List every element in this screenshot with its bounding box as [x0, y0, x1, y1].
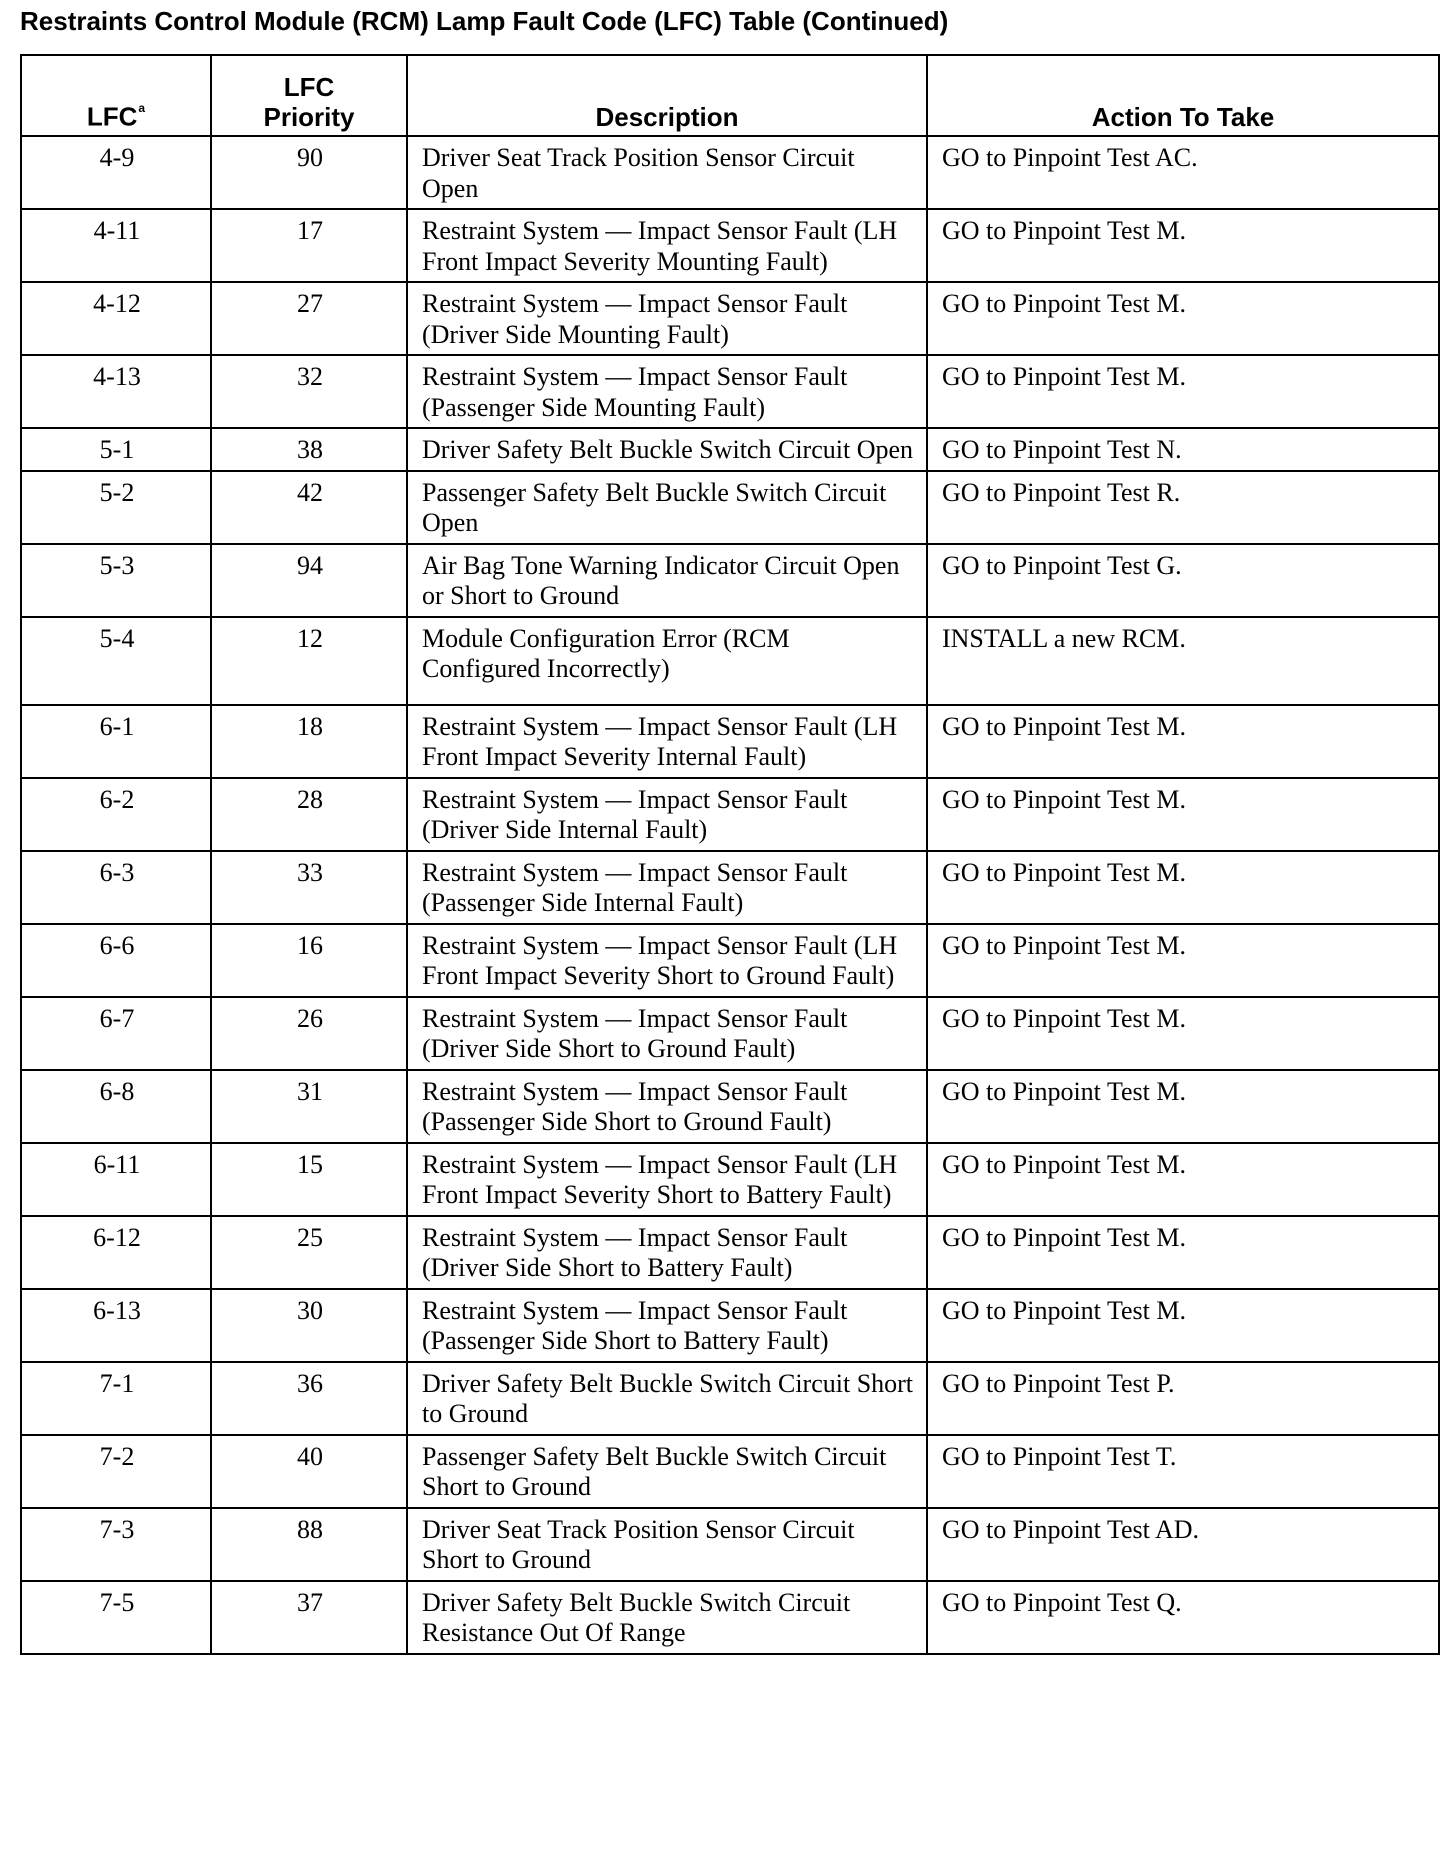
- cell-lfc: 6-13: [21, 1289, 211, 1362]
- cell-lfc: 5-1: [21, 428, 211, 471]
- cell-action: GO to Pinpoint Test M.: [927, 705, 1439, 778]
- cell-action: GO to Pinpoint Test M.: [927, 1216, 1439, 1289]
- table-row: [21, 851, 1439, 924]
- cell-priority: 28: [211, 778, 407, 851]
- cell-priority: 15: [211, 1143, 407, 1216]
- cell-description: Restraint System — Impact Sensor Fault (Driver Side Mounting Fault): [407, 282, 927, 355]
- cell-priority: 94: [211, 544, 407, 617]
- cell-lfc: 6-12: [21, 1216, 211, 1289]
- table-body: [21, 136, 1439, 1654]
- table-row: [21, 1362, 1439, 1435]
- cell-priority: 38: [211, 428, 407, 471]
- lfc-table: [20, 54, 1440, 1655]
- header-lfc: [21, 55, 211, 136]
- header-priority: [211, 55, 407, 136]
- cell-priority: 36: [211, 1362, 407, 1435]
- table-header: [21, 55, 1439, 136]
- cell-description: Restraint System — Impact Sensor Fault (Passenger Side Short to Ground Fault): [407, 1070, 927, 1143]
- cell-priority: 31: [211, 1070, 407, 1143]
- header-lfc-label: LFC: [86, 102, 138, 132]
- cell-description: Restraint System — Impact Sensor Fault (Passenger Side Short to Battery Fault): [407, 1289, 927, 1362]
- cell-description: Driver Seat Track Position Sensor Circuit Short to Ground: [407, 1508, 927, 1581]
- cell-lfc: 7-5: [21, 1581, 211, 1654]
- table-row: [21, 705, 1439, 778]
- cell-action: GO to Pinpoint Test P.: [927, 1362, 1439, 1435]
- cell-description: Restraint System — Impact Sensor Fault (LH Front Impact Severity Internal Fault): [407, 705, 927, 778]
- cell-description: Passenger Safety Belt Buckle Switch Circuit Short to Ground: [407, 1435, 927, 1508]
- cell-action: GO to Pinpoint Test M.: [927, 924, 1439, 997]
- cell-description: Air Bag Tone Warning Indicator Circuit Open or Short to Ground: [407, 544, 927, 617]
- cell-action: GO to Pinpoint Test M.: [927, 282, 1439, 355]
- cell-lfc: 5-4: [21, 617, 211, 705]
- header-lfc-footnote-mark: a: [138, 101, 146, 116]
- cell-lfc: 6-2: [21, 778, 211, 851]
- cell-lfc: 5-3: [21, 544, 211, 617]
- cell-lfc: 5-2: [21, 471, 211, 544]
- table-row: [21, 1508, 1439, 1581]
- cell-action: GO to Pinpoint Test Q.: [927, 1581, 1439, 1654]
- cell-action: GO to Pinpoint Test M.: [927, 1143, 1439, 1216]
- cell-priority: 17: [211, 209, 407, 282]
- cell-action: GO to Pinpoint Test M.: [927, 1070, 1439, 1143]
- header-description: Description: [407, 55, 927, 136]
- cell-lfc: 4-11: [21, 209, 211, 282]
- cell-action: INSTALL a new RCM.: [927, 617, 1439, 705]
- cell-description: Driver Safety Belt Buckle Switch Circuit Short to Ground: [407, 1362, 927, 1435]
- cell-description: Restraint System — Impact Sensor Fault (LH Front Impact Severity Short to Ground Fault): [407, 924, 927, 997]
- cell-description: Driver Safety Belt Buckle Switch Circuit Open: [407, 428, 927, 471]
- cell-description: Driver Safety Belt Buckle Switch Circuit Resistance Out Of Range: [407, 1581, 927, 1654]
- cell-description: Driver Seat Track Position Sensor Circuit Open: [407, 136, 927, 209]
- table-row: [21, 544, 1439, 617]
- cell-lfc: 4-9: [21, 136, 211, 209]
- cell-action: GO to Pinpoint Test AC.: [927, 136, 1439, 209]
- cell-lfc: 6-7: [21, 997, 211, 1070]
- cell-description: Restraint System — Impact Sensor Fault (Driver Side Internal Fault): [407, 778, 927, 851]
- cell-lfc: 7-3: [21, 1508, 211, 1581]
- header-priority-line1: LFC: [283, 72, 335, 102]
- table-row: [21, 617, 1439, 705]
- cell-lfc: 6-11: [21, 1143, 211, 1216]
- cell-priority: 90: [211, 136, 407, 209]
- cell-lfc: 6-8: [21, 1070, 211, 1143]
- cell-description: Passenger Safety Belt Buckle Switch Circuit Open: [407, 471, 927, 544]
- cell-action: GO to Pinpoint Test M.: [927, 355, 1439, 428]
- cell-description: Restraint System — Impact Sensor Fault (Driver Side Short to Ground Fault): [407, 997, 927, 1070]
- cell-priority: 25: [211, 1216, 407, 1289]
- cell-lfc: 7-1: [21, 1362, 211, 1435]
- cell-description: Module Configuration Error (RCM Configured Incorrectly): [407, 617, 927, 705]
- cell-action: GO to Pinpoint Test M.: [927, 209, 1439, 282]
- cell-description: Restraint System — Impact Sensor Fault (LH Front Impact Severity Short to Battery Fault): [407, 1143, 927, 1216]
- cell-action: GO to Pinpoint Test G.: [927, 544, 1439, 617]
- cell-description: Restraint System — Impact Sensor Fault (LH Front Impact Severity Mounting Fault): [407, 209, 927, 282]
- header-action: Action To Take: [927, 55, 1439, 136]
- cell-action: GO to Pinpoint Test M.: [927, 778, 1439, 851]
- cell-description: Restraint System — Impact Sensor Fault (Passenger Side Internal Fault): [407, 851, 927, 924]
- cell-lfc: 6-1: [21, 705, 211, 778]
- page-title: Restraints Control Module (RCM) Lamp Fault Code (LFC) Table (Continued): [20, 6, 949, 36]
- table-row: [21, 1289, 1439, 1362]
- cell-priority: 32: [211, 355, 407, 428]
- table-row: [21, 778, 1439, 851]
- cell-priority: 16: [211, 924, 407, 997]
- cell-priority: 12: [211, 617, 407, 705]
- table-row: [21, 355, 1439, 428]
- cell-lfc: 4-12: [21, 282, 211, 355]
- cell-action: GO to Pinpoint Test N.: [927, 428, 1439, 471]
- cell-priority: 33: [211, 851, 407, 924]
- header-priority-line2: Priority: [263, 102, 355, 132]
- table-row: [21, 997, 1439, 1070]
- table-row: [21, 1143, 1439, 1216]
- cell-lfc: 6-3: [21, 851, 211, 924]
- table-row: [21, 1216, 1439, 1289]
- table-row: [21, 282, 1439, 355]
- cell-priority: 18: [211, 705, 407, 778]
- table-row: [21, 209, 1439, 282]
- cell-action: GO to Pinpoint Test M.: [927, 851, 1439, 924]
- cell-action: GO to Pinpoint Test M.: [927, 997, 1439, 1070]
- table-row: [21, 428, 1439, 471]
- cell-priority: 40: [211, 1435, 407, 1508]
- cell-priority: 26: [211, 997, 407, 1070]
- cell-priority: 37: [211, 1581, 407, 1654]
- cell-priority: 42: [211, 471, 407, 544]
- table-row: [21, 924, 1439, 997]
- cell-priority: 30: [211, 1289, 407, 1362]
- cell-lfc: 6-6: [21, 924, 211, 997]
- cell-description: Restraint System — Impact Sensor Fault (Passenger Side Mounting Fault): [407, 355, 927, 428]
- table-row: [21, 1435, 1439, 1508]
- cell-description: Restraint System — Impact Sensor Fault (Driver Side Short to Battery Fault): [407, 1216, 927, 1289]
- cell-lfc: 7-2: [21, 1435, 211, 1508]
- table-row: [21, 1581, 1439, 1654]
- cell-priority: 88: [211, 1508, 407, 1581]
- header-row: [21, 55, 1439, 136]
- cell-action: GO to Pinpoint Test R.: [927, 471, 1439, 544]
- cell-action: GO to Pinpoint Test AD.: [927, 1508, 1439, 1581]
- table-row: [21, 471, 1439, 544]
- table-row: [21, 136, 1439, 209]
- cell-priority: 27: [211, 282, 407, 355]
- table-row: [21, 1070, 1439, 1143]
- cell-action: GO to Pinpoint Test M.: [927, 1289, 1439, 1362]
- cell-lfc: 4-13: [21, 355, 211, 428]
- cell-action: GO to Pinpoint Test T.: [927, 1435, 1439, 1508]
